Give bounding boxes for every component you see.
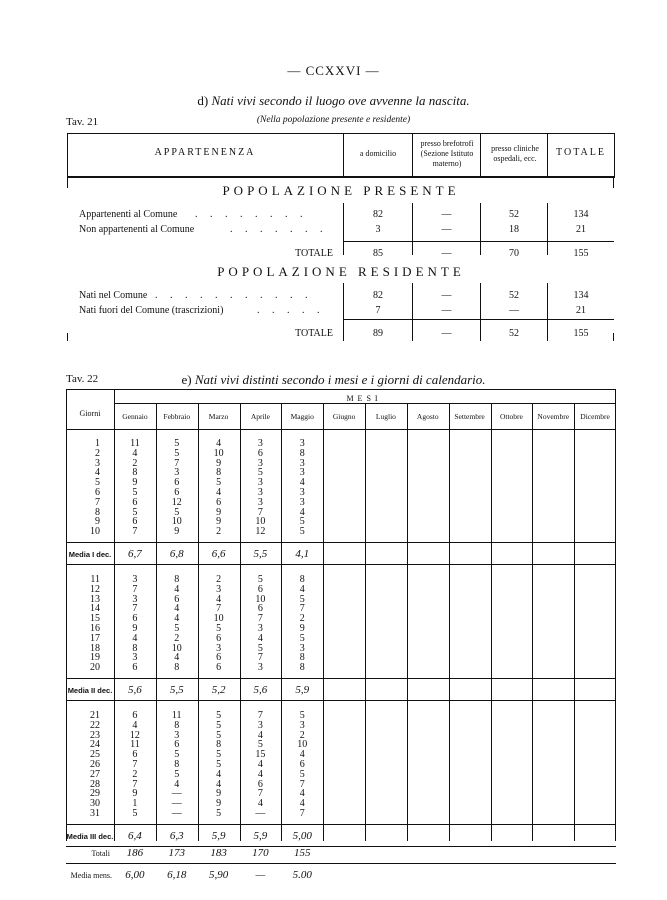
table-cell: 11 — [130, 739, 140, 751]
table-cell: 8 — [132, 467, 138, 479]
cell: 52 — [509, 290, 519, 301]
tav22-table — [66, 389, 616, 881]
table-cell: 3 — [257, 496, 263, 508]
media-decade-label: Media I dec. — [68, 550, 112, 559]
table-cell: 7 — [257, 613, 263, 625]
media-mens-label: Media mens. — [70, 870, 112, 880]
table-cell: 5 — [257, 642, 263, 654]
table-cell: — — [171, 788, 182, 800]
cell: 134 — [573, 290, 589, 301]
media-decade-value: 5,9 — [253, 829, 268, 842]
tav21-title-prefix: d) — [197, 93, 209, 108]
table-cell: 12 — [255, 526, 266, 538]
day-label: 13 — [90, 593, 100, 605]
table-cell: 5 — [174, 506, 180, 518]
table-cell: 10 — [171, 642, 182, 654]
table-cell: 8 — [299, 574, 305, 585]
cell: 3 — [375, 224, 381, 235]
table-cell: 5 — [132, 506, 138, 518]
table-cell: 4 — [299, 506, 305, 518]
day-label: 22 — [90, 719, 100, 731]
media-decade-value: 6,8 — [169, 548, 184, 560]
cell: 155 — [573, 248, 589, 259]
giorni-label: Giorni — [79, 409, 101, 418]
media-mens-value: 6,18 — [167, 868, 187, 881]
cell: — — [509, 305, 519, 316]
month-header: Dicembre — [580, 412, 610, 421]
table-cell: 5 — [174, 438, 180, 449]
table-cell: 4 — [132, 719, 138, 731]
cell: 52 — [509, 328, 519, 339]
day-label: 25 — [90, 749, 100, 761]
table-cell: 12 — [129, 729, 140, 741]
totali-value: 186 — [126, 846, 144, 859]
table-cell: 5 — [299, 632, 305, 644]
cell: — — [441, 209, 452, 220]
table-cell: 2 — [299, 729, 305, 741]
table-cell: 5 — [174, 749, 180, 761]
media-decade-value: 5,6 — [253, 684, 268, 696]
media-decade-value: 5,2 — [211, 684, 226, 696]
cell: 70 — [509, 248, 519, 259]
table-cell: 4 — [216, 778, 222, 790]
table-cell: 4 — [257, 632, 263, 644]
table-cell: 9 — [132, 623, 138, 634]
table-cell: 9 — [216, 457, 222, 469]
day-label: 30 — [90, 798, 100, 810]
table-cell: 3 — [299, 467, 305, 479]
table-cell: 6 — [257, 778, 263, 790]
table-cell: 10 — [171, 516, 182, 528]
day-label: 1 — [95, 438, 100, 449]
day-label: 28 — [90, 778, 100, 790]
media-decade-value: 5,6 — [128, 684, 142, 696]
table-cell: 7 — [132, 759, 138, 770]
table-cell: 3 — [216, 583, 222, 595]
media-mens-value: 6,00 — [125, 868, 145, 881]
tav22-title-prefix: e) — [181, 372, 192, 387]
table-cell: 5 — [299, 526, 305, 538]
media-decade-value: 6,4 — [128, 829, 142, 842]
media-decade-value: 6,6 — [211, 548, 226, 560]
month-header: Settembre — [454, 412, 485, 421]
cell: 21 — [576, 305, 586, 316]
table-cell: 3 — [257, 662, 263, 674]
table-cell: 4 — [299, 798, 305, 810]
table-cell: 7 — [174, 457, 180, 469]
table-cell: 3 — [132, 593, 138, 605]
table-cell: 7 — [257, 788, 263, 800]
day-label: 14 — [90, 603, 100, 615]
table-cell: 7 — [216, 603, 222, 615]
table-cell: 5 — [216, 808, 222, 819]
table-cell: 3 — [216, 642, 222, 654]
table-cell: 9 — [299, 623, 305, 634]
table-cell: 8 — [132, 642, 138, 654]
month-header: Febbraio — [163, 412, 191, 421]
table-cell: 5 — [257, 467, 263, 479]
table-cell: 6 — [132, 749, 138, 761]
table-cell: 4 — [299, 583, 305, 595]
table-cell: 4 — [174, 603, 180, 615]
table-cell: 5 — [299, 516, 305, 528]
tav22-title-line — [0, 372, 667, 388]
month-header: Ottobre — [499, 412, 523, 421]
table-cell: 2 — [132, 457, 138, 469]
media-decade-value: 5,9 — [295, 684, 310, 696]
table-cell: 8 — [216, 467, 222, 479]
table-cell: 4 — [257, 798, 263, 810]
table-cell: 1 — [132, 798, 138, 810]
day-label: 8 — [95, 506, 100, 518]
table-cell: 7 — [257, 506, 263, 518]
table-cell: 6 — [216, 662, 222, 674]
table-cell: 7 — [132, 526, 138, 538]
media-decade-value: 4,1 — [295, 548, 310, 560]
month-header: Maggio — [290, 412, 314, 421]
table-cell: 4 — [174, 583, 180, 595]
media-decade-label: Media II dec. — [67, 686, 113, 695]
day-label: 23 — [90, 729, 100, 741]
table-cell: 9 — [216, 516, 222, 528]
table-cell: 4 — [174, 778, 180, 790]
media-mens-value: — — [255, 868, 266, 881]
table-cell: 3 — [132, 652, 138, 664]
table-cell: 6 — [132, 710, 138, 721]
media-mens-value: 5.00 — [292, 868, 312, 881]
table-cell: 4 — [257, 729, 263, 741]
day-label: 17 — [90, 632, 100, 644]
table-cell: 4 — [299, 749, 305, 761]
day-label: 18 — [90, 642, 100, 654]
table-cell: 3 — [257, 719, 263, 731]
table-cell: 6 — [174, 739, 180, 751]
table-cell: 5 — [216, 477, 222, 489]
totali-value: 155 — [293, 846, 311, 859]
day-label: 16 — [90, 623, 100, 634]
table-cell: 15 — [255, 749, 266, 761]
day-label: 29 — [90, 788, 100, 800]
table-cell: 4 — [174, 613, 180, 625]
table-cell: 3 — [257, 457, 263, 469]
day-label: 20 — [90, 662, 100, 674]
table-cell: 6 — [174, 487, 180, 498]
table-cell: 6 — [174, 593, 180, 605]
table-cell: 7 — [299, 808, 305, 819]
table-cell: 3 — [299, 496, 305, 508]
totali-value: 173 — [168, 846, 185, 859]
cell: 7 — [375, 305, 381, 316]
day-label: 19 — [90, 652, 100, 664]
table-cell: 3 — [257, 438, 263, 449]
row-label: Nati fuori del Comune (trascrizioni) — [79, 305, 224, 316]
table-cell: 5 — [174, 623, 180, 634]
tav22-label: Tav. 22 — [66, 373, 99, 385]
media-decade-value: 5,00 — [292, 829, 312, 842]
table-cell: 9 — [216, 506, 222, 518]
table-cell: 6 — [257, 603, 263, 615]
row-label: Nati nel Comune — [79, 290, 148, 301]
table-cell: 8 — [174, 719, 180, 731]
table-cell: 10 — [213, 447, 224, 459]
table-cell: 3 — [299, 487, 305, 498]
cell: 82 — [373, 290, 383, 301]
header-appartenenza: APPARTENENZA — [154, 147, 256, 158]
day-label: 9 — [95, 516, 100, 528]
table-cell: 2 — [216, 574, 222, 585]
page-number: — CCXXVI — — [287, 63, 380, 78]
table-cell: 5 — [132, 808, 138, 819]
table-cell: 3 — [174, 467, 180, 479]
table-cell: 6 — [216, 496, 222, 508]
table-cell: 3 — [299, 457, 305, 469]
table-cell: 11 — [130, 438, 140, 449]
table-cell: 8 — [174, 759, 180, 770]
cell: 82 — [373, 209, 383, 220]
table-cell: 8 — [174, 662, 180, 674]
day-label: 4 — [95, 467, 100, 479]
table-cell: 10 — [297, 739, 308, 751]
table-cell: 5 — [216, 710, 222, 721]
cell: — — [441, 224, 452, 235]
cell: 18 — [509, 224, 519, 235]
day-label: 21 — [90, 710, 100, 721]
table-cell: 4 — [299, 477, 305, 489]
cell: 155 — [573, 328, 589, 339]
cell: — — [441, 305, 452, 316]
day-label: 12 — [90, 583, 100, 595]
section-title-presente: POPOLAZIONE PRESENTE — [222, 183, 460, 198]
table-cell: 11 — [171, 710, 182, 721]
media-decade-value: 5,5 — [169, 684, 184, 696]
table-cell: 9 — [132, 788, 138, 800]
table-cell: 9 — [216, 798, 222, 810]
table-cell: 3 — [257, 623, 263, 634]
cell: 52 — [509, 209, 519, 220]
table-cell: 8 — [299, 447, 305, 459]
table-cell: 7 — [257, 652, 263, 664]
table-cell: 5 — [257, 574, 263, 585]
cell: 21 — [576, 224, 586, 235]
cell: — — [441, 248, 452, 259]
cell: 134 — [573, 209, 589, 220]
row-label: Non appartenenti al Comune — [79, 224, 195, 235]
day-label: 5 — [95, 477, 100, 489]
table-cell: 3 — [257, 487, 263, 498]
cell: 85 — [373, 248, 383, 259]
cell: — — [441, 328, 452, 339]
table-cell: 8 — [299, 652, 305, 664]
day-label: 2 — [95, 447, 100, 459]
table-cell: 5 — [132, 487, 138, 498]
cell: 89 — [373, 328, 383, 339]
table-cell: 6 — [299, 759, 305, 770]
table-cell: 7 — [299, 603, 305, 615]
table-cell: 6 — [132, 662, 138, 674]
total-label: TOTALE — [295, 248, 333, 259]
table-cell: 7 — [299, 778, 305, 790]
media-decade-value: 6,3 — [169, 829, 184, 842]
month-header: Gennaio — [122, 412, 148, 421]
table-cell: 6 — [132, 516, 138, 528]
table-cell: 5 — [216, 623, 222, 634]
day-label: 26 — [90, 759, 100, 770]
table-cell: 6 — [257, 583, 263, 595]
table-cell: 9 — [216, 788, 222, 800]
totali-label: Totali — [91, 848, 110, 858]
table-cell: — — [171, 798, 182, 810]
tav21-title-line — [0, 93, 667, 109]
day-label: 27 — [90, 768, 100, 780]
table-cell: 4 — [132, 447, 138, 459]
table-cell: 4 — [257, 768, 263, 780]
mesi-label: MESI — [346, 394, 382, 403]
table-cell: 4 — [216, 438, 222, 449]
table-cell: 6 — [216, 652, 222, 664]
month-header: Agosto — [416, 412, 439, 421]
day-label: 7 — [95, 496, 100, 508]
table-cell: 10 — [255, 516, 266, 528]
table-cell: 8 — [174, 574, 180, 585]
table-cell: 4 — [299, 788, 305, 800]
table-cell: 5 — [299, 768, 305, 780]
table-cell: 5 — [174, 447, 180, 459]
table-cell: 5 — [174, 768, 180, 780]
tav21-table: APPARTENENZA a domicilio presso brefotrofi (Sezione Istituto materno) presso cliniche ospedali, ecc. TOTALE POPOLAZIONE PRESENTE Appartenenti al Comune . . . . . . . . 82 — 52 134 Non appartenenti al Comune . . . . . . . 3 — 18 21 TOTALE 85 — 70 155 POPOLAZIONE RESIDENTE Nati nel Comune . . . . . . . . . . . 82 — 52 134 Nati fuori del Comune (trascrizioni) . . . . . 7 — — 21 TOTALE 89 — 52 155 — [67, 133, 615, 341]
table-cell: 4 — [216, 593, 222, 605]
cell: — — [441, 290, 452, 301]
header-brefotrofi: presso brefotrofi (Sezione Istituto materno) — [420, 139, 474, 168]
day-label: 15 — [90, 613, 100, 625]
table-cell: 3 — [132, 574, 138, 585]
table-cell: 3 — [257, 477, 263, 489]
table-cell: 7 — [257, 710, 263, 721]
table-cell: 2 — [216, 526, 222, 538]
tav22-title: Nati vivi distinti secondo i mesi e i giorni di calendario. — [194, 372, 486, 387]
day-label: 11 — [90, 574, 100, 585]
table-cell: 6 — [216, 632, 222, 644]
table-cell: 10 — [213, 613, 224, 625]
header-cliniche: presso cliniche ospedali, ecc. — [491, 144, 539, 163]
month-header: Luglio — [375, 412, 396, 421]
day-label: 10 — [90, 526, 100, 538]
table-cell: — — [255, 808, 266, 819]
table-cell: 5 — [216, 759, 222, 770]
table-cell: 2 — [132, 768, 138, 780]
day-label: 31 — [90, 808, 100, 819]
table-cell: 4 — [257, 759, 263, 770]
totali-value: 170 — [252, 846, 269, 859]
month-header: Aprile — [250, 412, 270, 421]
month-header: Marzo — [208, 412, 229, 421]
table-cell: 4 — [174, 652, 180, 664]
table-cell: 5 — [299, 710, 305, 721]
day-label: 6 — [95, 487, 100, 498]
media-decade-value: 5,9 — [211, 829, 226, 842]
table-cell: 10 — [255, 593, 266, 605]
media-decade-label: Media III dec. — [66, 831, 114, 841]
table-cell: 8 — [216, 739, 222, 751]
tav21-title: Nati vivi secondo il luogo ove avvenne la nascita. — [211, 93, 470, 108]
table-cell: 9 — [174, 526, 180, 538]
month-header: Giugno — [332, 412, 356, 421]
table-cell: 2 — [299, 613, 305, 625]
table-cell: 8 — [299, 662, 305, 674]
table-cell: 5 — [216, 729, 222, 741]
table-cell: 2 — [174, 632, 180, 644]
table-cell: 7 — [132, 778, 138, 790]
section-title-residente: POPOLAZIONE RESIDENTE — [217, 264, 465, 279]
header-totale: TOTALE — [556, 147, 606, 158]
table-cell: 3 — [174, 729, 180, 741]
table-cell: 5 — [299, 593, 305, 605]
table-cell: 7 — [132, 603, 138, 615]
table-cell: 5 — [216, 719, 222, 731]
row-label: Appartenenti al Comune — [79, 209, 178, 220]
month-header: Novembre — [537, 412, 570, 421]
table-cell: 12 — [171, 496, 182, 508]
table-cell: 3 — [299, 642, 305, 654]
table-cell: — — [171, 808, 182, 819]
media-decade-value: 6,7 — [128, 548, 142, 560]
table-cell: 6 — [257, 447, 263, 459]
media-mens-value: 5,90 — [208, 868, 229, 881]
total-label: TOTALE — [295, 328, 333, 339]
table-cell: 5 — [216, 749, 222, 761]
table-cell: 4 — [132, 632, 138, 644]
table-cell: 3 — [299, 719, 305, 731]
table-cell: 9 — [132, 477, 138, 489]
table-cell: 4 — [216, 768, 222, 780]
table-cell: 5 — [257, 739, 263, 751]
tav21-subtitle: (Nella popolazione presente e residente) — [256, 115, 411, 125]
tav21-label: Tav. 21 — [66, 116, 99, 128]
header-domicilio: a domicilio — [359, 149, 397, 158]
table-cell: 3 — [299, 438, 305, 449]
table-cell: 6 — [132, 496, 138, 508]
media-decade-value: 5,5 — [253, 548, 268, 560]
table-cell: 4 — [216, 487, 222, 498]
table-cell: 7 — [132, 583, 138, 595]
day-label: 3 — [95, 457, 100, 469]
totali-value: 183 — [210, 846, 227, 859]
table-cell: 6 — [132, 613, 138, 625]
day-label: 24 — [90, 739, 100, 751]
table-cell: 6 — [174, 477, 180, 489]
